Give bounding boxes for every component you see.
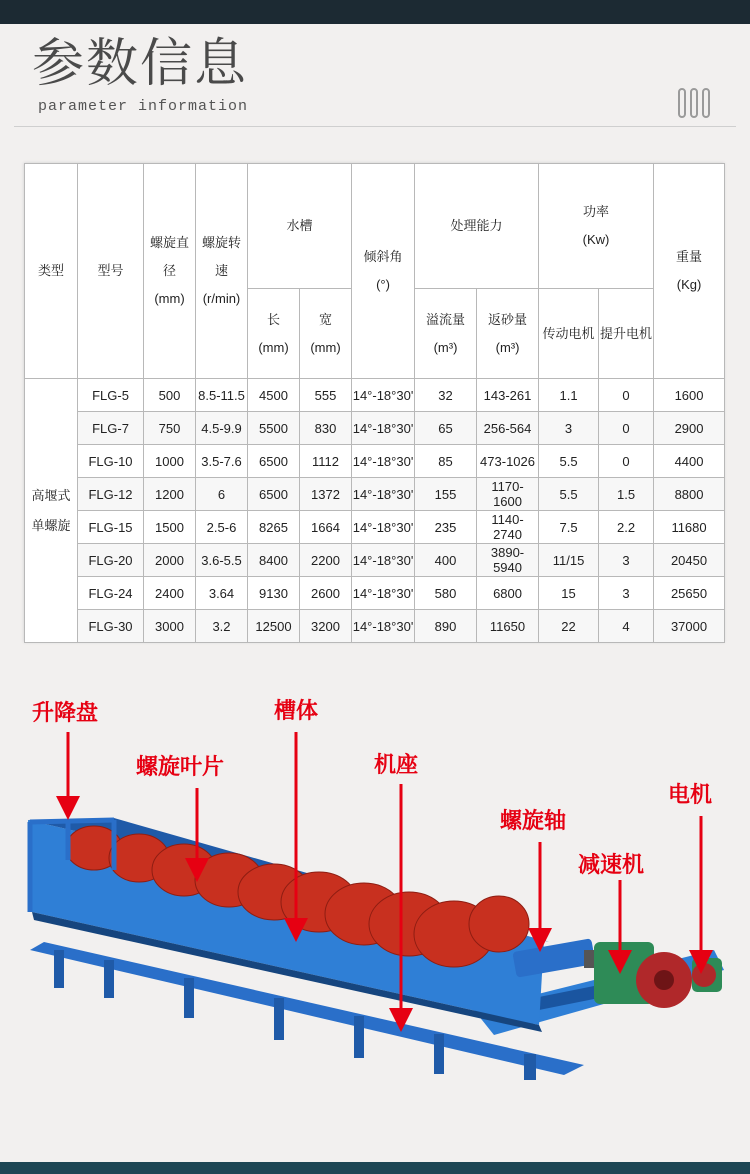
table-cell: 555 bbox=[300, 379, 352, 412]
table-cell: 14°-18°30' bbox=[352, 610, 415, 643]
table-cell: 2200 bbox=[300, 544, 352, 577]
weight-unit: (Kg) bbox=[676, 277, 702, 292]
table-row bbox=[25, 544, 725, 577]
table-cell: 65 bbox=[415, 412, 477, 445]
table-cell: 580 bbox=[415, 577, 477, 610]
table-cell: 6 bbox=[196, 478, 248, 511]
table-cell: 4500 bbox=[248, 379, 300, 412]
col-header-power bbox=[539, 164, 654, 289]
table-cell: 0 bbox=[599, 445, 654, 478]
table-cell: 1000 bbox=[144, 445, 196, 478]
page-subtitle: parameter information bbox=[38, 98, 249, 115]
table-cell: 500 bbox=[144, 379, 196, 412]
power-unit: (Kw) bbox=[582, 232, 610, 247]
col-header-weight bbox=[654, 164, 725, 379]
table-cell: 2.5-6 bbox=[196, 511, 248, 544]
table-cell: 2.2 bbox=[599, 511, 654, 544]
top-banner bbox=[0, 0, 750, 24]
weight-label: 重量 bbox=[676, 249, 703, 264]
table-cell: 4 bbox=[599, 610, 654, 643]
col-header-capacity: 处理能力 bbox=[415, 164, 539, 289]
col-header-tank: 水槽 bbox=[248, 164, 352, 289]
col-header-angle bbox=[352, 164, 415, 379]
table-cell: 6500 bbox=[248, 445, 300, 478]
table-cell: 22 bbox=[539, 610, 599, 643]
table-cell: FLG-24 bbox=[78, 577, 144, 610]
angle-label: 倾斜角 bbox=[363, 249, 403, 264]
table-cell: 32 bbox=[415, 379, 477, 412]
bottom-banner bbox=[0, 1162, 750, 1174]
motor bbox=[692, 958, 722, 992]
table-cell: 0 bbox=[599, 412, 654, 445]
label-spiral-blade: 螺旋叶片 bbox=[136, 755, 225, 780]
table-cell: 3.64 bbox=[196, 577, 248, 610]
page-title: 参数信息 bbox=[32, 34, 249, 94]
table-cell: FLG-10 bbox=[78, 445, 144, 478]
label-reducer: 减速机 bbox=[578, 853, 645, 878]
col-header-length bbox=[248, 289, 300, 379]
return-sand-unit: (m³) bbox=[495, 339, 520, 355]
table-cell: 9130 bbox=[248, 577, 300, 610]
table-cell: 12500 bbox=[248, 610, 300, 643]
label-lift-plate: 升降盘 bbox=[32, 701, 99, 726]
table-cell: FLG-12 bbox=[78, 478, 144, 511]
table-cell: 4.5-9.9 bbox=[196, 412, 248, 445]
speed-label: 螺旋转速 bbox=[201, 235, 241, 278]
width-unit: (mm) bbox=[310, 339, 341, 355]
table-cell: 14°-18°30' bbox=[352, 511, 415, 544]
table-row bbox=[25, 511, 725, 544]
label-trough: 槽体 bbox=[274, 699, 319, 724]
table-cell: 8.5-11.5 bbox=[196, 379, 248, 412]
table-cell: 1600 bbox=[654, 379, 725, 412]
table-cell: 1140-2740 bbox=[477, 511, 539, 544]
table-cell: 14°-18°30' bbox=[352, 577, 415, 610]
return-sand-label: 返砂量 bbox=[488, 311, 528, 327]
length-unit: (mm) bbox=[258, 339, 289, 355]
table-cell: 11680 bbox=[654, 511, 725, 544]
diameter-unit: (mm) bbox=[154, 291, 185, 306]
title-divider bbox=[14, 126, 736, 127]
table-cell: 14°-18°30' bbox=[352, 412, 415, 445]
label-motor: 电机 bbox=[668, 783, 713, 808]
table-cell: 1112 bbox=[300, 445, 352, 478]
table-row bbox=[25, 478, 725, 511]
col-header-diameter bbox=[144, 164, 196, 379]
table-cell: 6800 bbox=[477, 577, 539, 610]
table-cell: 1.1 bbox=[539, 379, 599, 412]
category-line-1: 高堰式 bbox=[31, 487, 71, 503]
spec-table-body bbox=[25, 379, 725, 643]
table-cell: 1.5 bbox=[599, 478, 654, 511]
speed-unit: (r/min) bbox=[202, 291, 241, 306]
table-cell: 1200 bbox=[144, 478, 196, 511]
table-cell: 2600 bbox=[300, 577, 352, 610]
table-cell: 3200 bbox=[300, 610, 352, 643]
table-cell: 14°-18°30' bbox=[352, 478, 415, 511]
reducer bbox=[594, 942, 692, 1008]
table-cell: 3890-5940 bbox=[477, 544, 539, 577]
angle-unit: (°) bbox=[376, 277, 390, 292]
table-cell: 2000 bbox=[144, 544, 196, 577]
table-cell: 11/15 bbox=[539, 544, 599, 577]
table-cell: FLG-20 bbox=[78, 544, 144, 577]
table-cell: 85 bbox=[415, 445, 477, 478]
table-cell: 0 bbox=[599, 379, 654, 412]
label-base: 机座 bbox=[374, 753, 419, 778]
table-cell: 8265 bbox=[248, 511, 300, 544]
table-cell: 256-564 bbox=[477, 412, 539, 445]
table-cell: 155 bbox=[415, 478, 477, 511]
table-row bbox=[25, 445, 725, 478]
table-cell: 11650 bbox=[477, 610, 539, 643]
table-cell: 20450 bbox=[654, 544, 725, 577]
table-cell: 25650 bbox=[654, 577, 725, 610]
table-cell: 1372 bbox=[300, 478, 352, 511]
width-label: 宽 bbox=[319, 311, 333, 327]
table-cell: 143-261 bbox=[477, 379, 539, 412]
table-cell: 3000 bbox=[144, 610, 196, 643]
table-cell: 37000 bbox=[654, 610, 725, 643]
col-header-overflow bbox=[415, 289, 477, 379]
table-cell: FLG-7 bbox=[78, 412, 144, 445]
overflow-label: 溢流量 bbox=[426, 311, 466, 327]
table-cell: 830 bbox=[300, 412, 352, 445]
col-header-model: 型号 bbox=[78, 164, 144, 379]
table-cell: 235 bbox=[415, 511, 477, 544]
col-header-return-sand bbox=[477, 289, 539, 379]
table-row bbox=[25, 610, 725, 643]
spec-table-container bbox=[24, 163, 724, 642]
table-cell: 8400 bbox=[248, 544, 300, 577]
table-cell: 14°-18°30' bbox=[352, 445, 415, 478]
table-cell: 7.5 bbox=[539, 511, 599, 544]
table-cell: 400 bbox=[415, 544, 477, 577]
category-line-2: 单螺旋 bbox=[31, 517, 71, 533]
table-cell: 890 bbox=[415, 610, 477, 643]
table-cell: 5500 bbox=[248, 412, 300, 445]
col-header-width bbox=[300, 289, 352, 379]
table-cell: 15 bbox=[539, 577, 599, 610]
label-spiral-shaft: 螺旋轴 bbox=[500, 809, 567, 834]
table-cell: 1500 bbox=[144, 511, 196, 544]
table-cell: 473-1026 bbox=[477, 445, 539, 478]
machine-diagram bbox=[24, 680, 730, 1140]
table-cell: 3 bbox=[599, 544, 654, 577]
table-cell: 3 bbox=[539, 412, 599, 445]
table-cell: 3.2 bbox=[196, 610, 248, 643]
table-cell: FLG-5 bbox=[78, 379, 144, 412]
table-cell: 6500 bbox=[248, 478, 300, 511]
power-label: 功率 bbox=[583, 204, 610, 219]
table-cell: 8800 bbox=[654, 478, 725, 511]
col-header-speed bbox=[196, 164, 248, 379]
table-cell: 4400 bbox=[654, 445, 725, 478]
table-cell: 2400 bbox=[144, 577, 196, 610]
category-cell bbox=[25, 379, 78, 643]
table-cell: 1664 bbox=[300, 511, 352, 544]
table-cell: 3.6-5.5 bbox=[196, 544, 248, 577]
diameter-label: 螺旋直径 bbox=[149, 235, 189, 278]
table-cell: 5.5 bbox=[539, 445, 599, 478]
table-cell: 14°-18°30' bbox=[352, 544, 415, 577]
table-cell: 5.5 bbox=[539, 478, 599, 511]
col-header-lift-motor: 提升电机 bbox=[599, 289, 654, 379]
table-row bbox=[25, 379, 725, 412]
table-cell: 3 bbox=[599, 577, 654, 610]
table-cell: FLG-30 bbox=[78, 610, 144, 643]
overflow-unit: (m³) bbox=[433, 339, 458, 355]
table-cell: 14°-18°30' bbox=[352, 379, 415, 412]
spec-table bbox=[24, 163, 725, 643]
table-cell: 750 bbox=[144, 412, 196, 445]
table-cell: 2900 bbox=[654, 412, 725, 445]
col-header-category: 类型 bbox=[25, 164, 78, 379]
table-cell: 3.5-7.6 bbox=[196, 445, 248, 478]
table-cell: FLG-15 bbox=[78, 511, 144, 544]
length-label: 长 bbox=[266, 311, 280, 327]
table-row bbox=[25, 412, 725, 445]
col-header-drive-motor: 传动电机 bbox=[539, 289, 599, 379]
table-row bbox=[25, 577, 725, 610]
table-cell: 1170-1600 bbox=[477, 478, 539, 511]
